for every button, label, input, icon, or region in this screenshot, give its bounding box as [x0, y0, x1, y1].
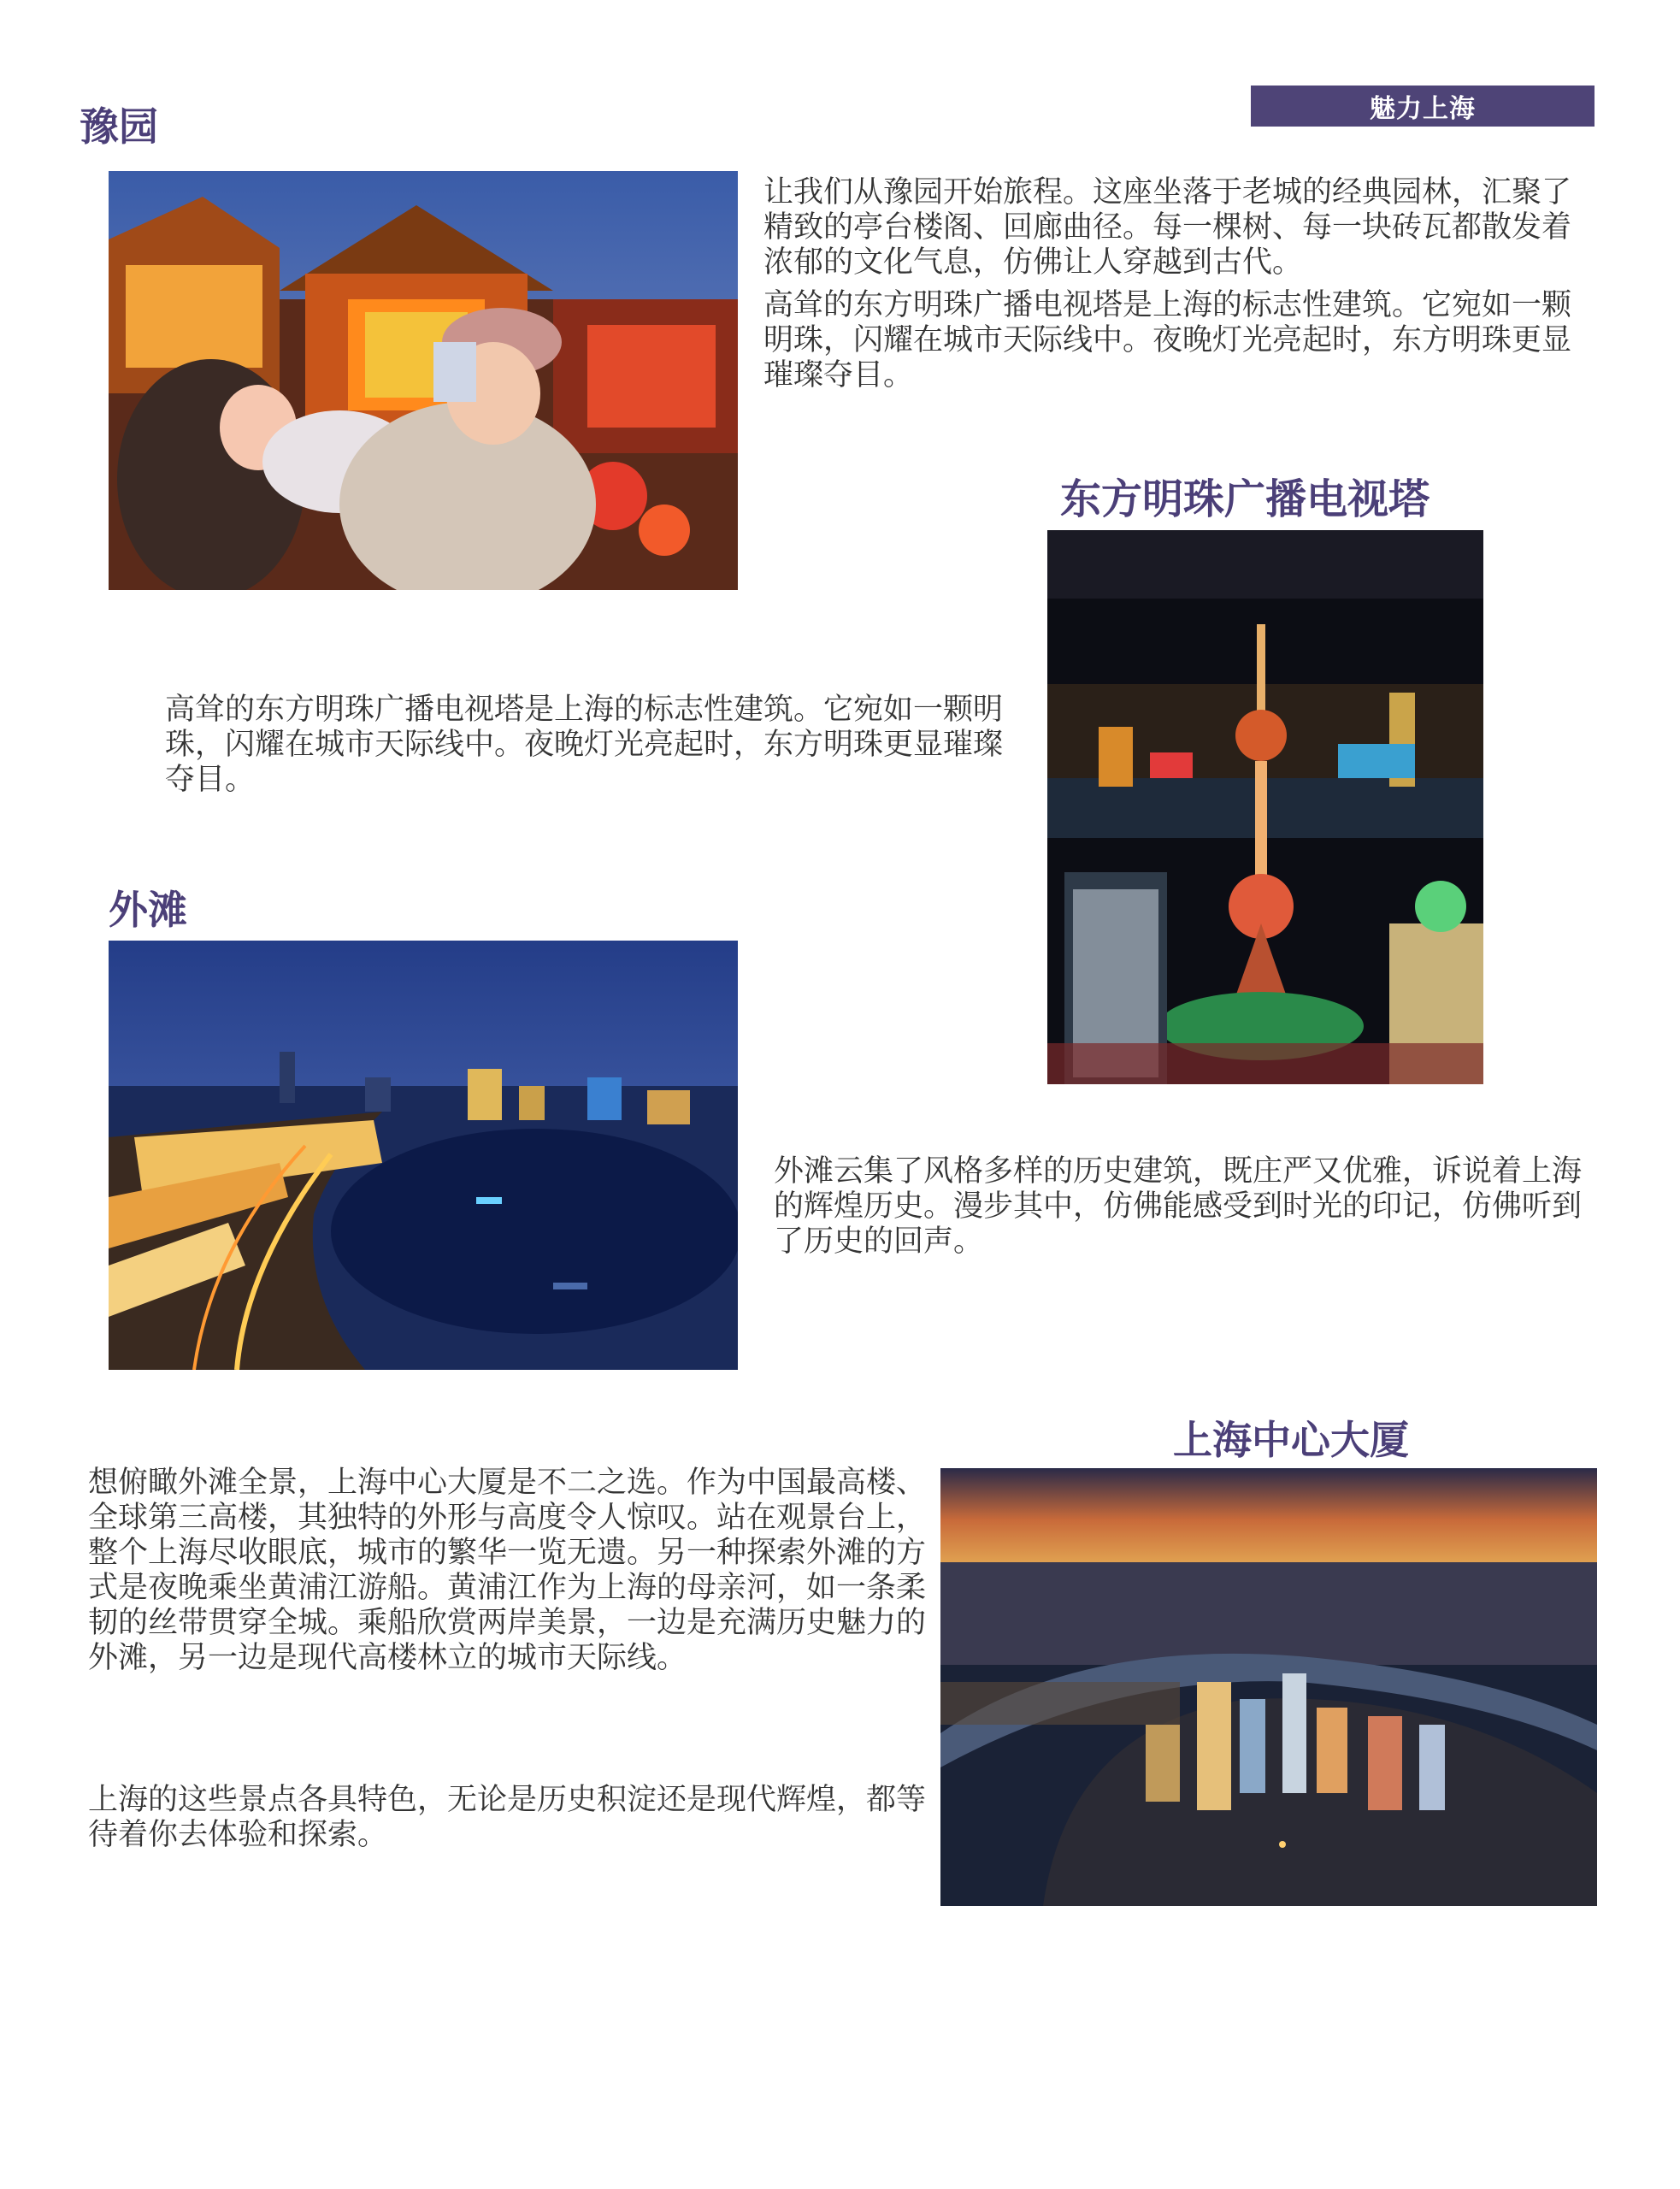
yuyuan-photo — [109, 171, 738, 590]
pearl-text: 高耸的东方明珠广播电视塔是上海的标志性建筑。它宛如一颗明珠，闪耀在城市天际线中。夜晚灯光亮起时，东方明珠更显璀璨夺目。 — [165, 693, 1004, 797]
yuyuan-text-2: 高耸的东方明珠广播电视塔是上海的标志性建筑。它宛如一颗明珠，闪耀在城市天际线中。夜晚灯光亮起时，东方明珠更显璀璨夺目。 — [763, 288, 1572, 392]
closing-text: 上海的这些景点各具特色，无论是历史积淀还是现代辉煌，都等待着你去体验和探索。 — [88, 1783, 927, 1852]
tower-title: 上海中心大厦 — [1173, 1417, 1409, 1463]
yuyuan-text: 让我们从豫园开始旅程。这座坐落于老城的经典园林，汇聚了精致的亭台楼阁、回廊曲径。每一棵树、每一块砖瓦都散发着浓郁的文化气息，仿佛让人穿越到古代。 — [763, 175, 1572, 280]
tower-photo — [940, 1468, 1597, 1906]
pearl-photo — [1047, 530, 1483, 1084]
tower-text: 想俯瞰外滩全景，上海中心大厦是不二之选。作为中国最高楼、全球第三高楼，其独特的外形与高度令人惊叹。站在观景台上，整个上海尽收眼底，城市的繁华一览无遗。另一种探索外滩的方式是夜晚乘坐黄浦江游船。黄浦江作为上海的母亲河，如一条柔韧的丝带贯穿全城。乘船欣赏两岸美景，一边是充满历史魅力的外滩，另一边是现代高楼林立的城市天际线。 — [88, 1466, 927, 1675]
yuyuan-title: 豫园 — [80, 103, 158, 150]
bund-title: 外滩 — [109, 887, 187, 933]
bund-text: 外滩云集了风格多样的历史建筑，既庄严又优雅，诉说着上海的辉煌历史。漫步其中，仿佛能感受到时光的印记，仿佛听到了历史的回声。 — [774, 1154, 1583, 1259]
bund-photo — [109, 941, 738, 1370]
pearl-title: 东方明珠广播电视塔 — [1060, 475, 1430, 523]
header-tag: 魅力上海 — [1251, 86, 1595, 127]
